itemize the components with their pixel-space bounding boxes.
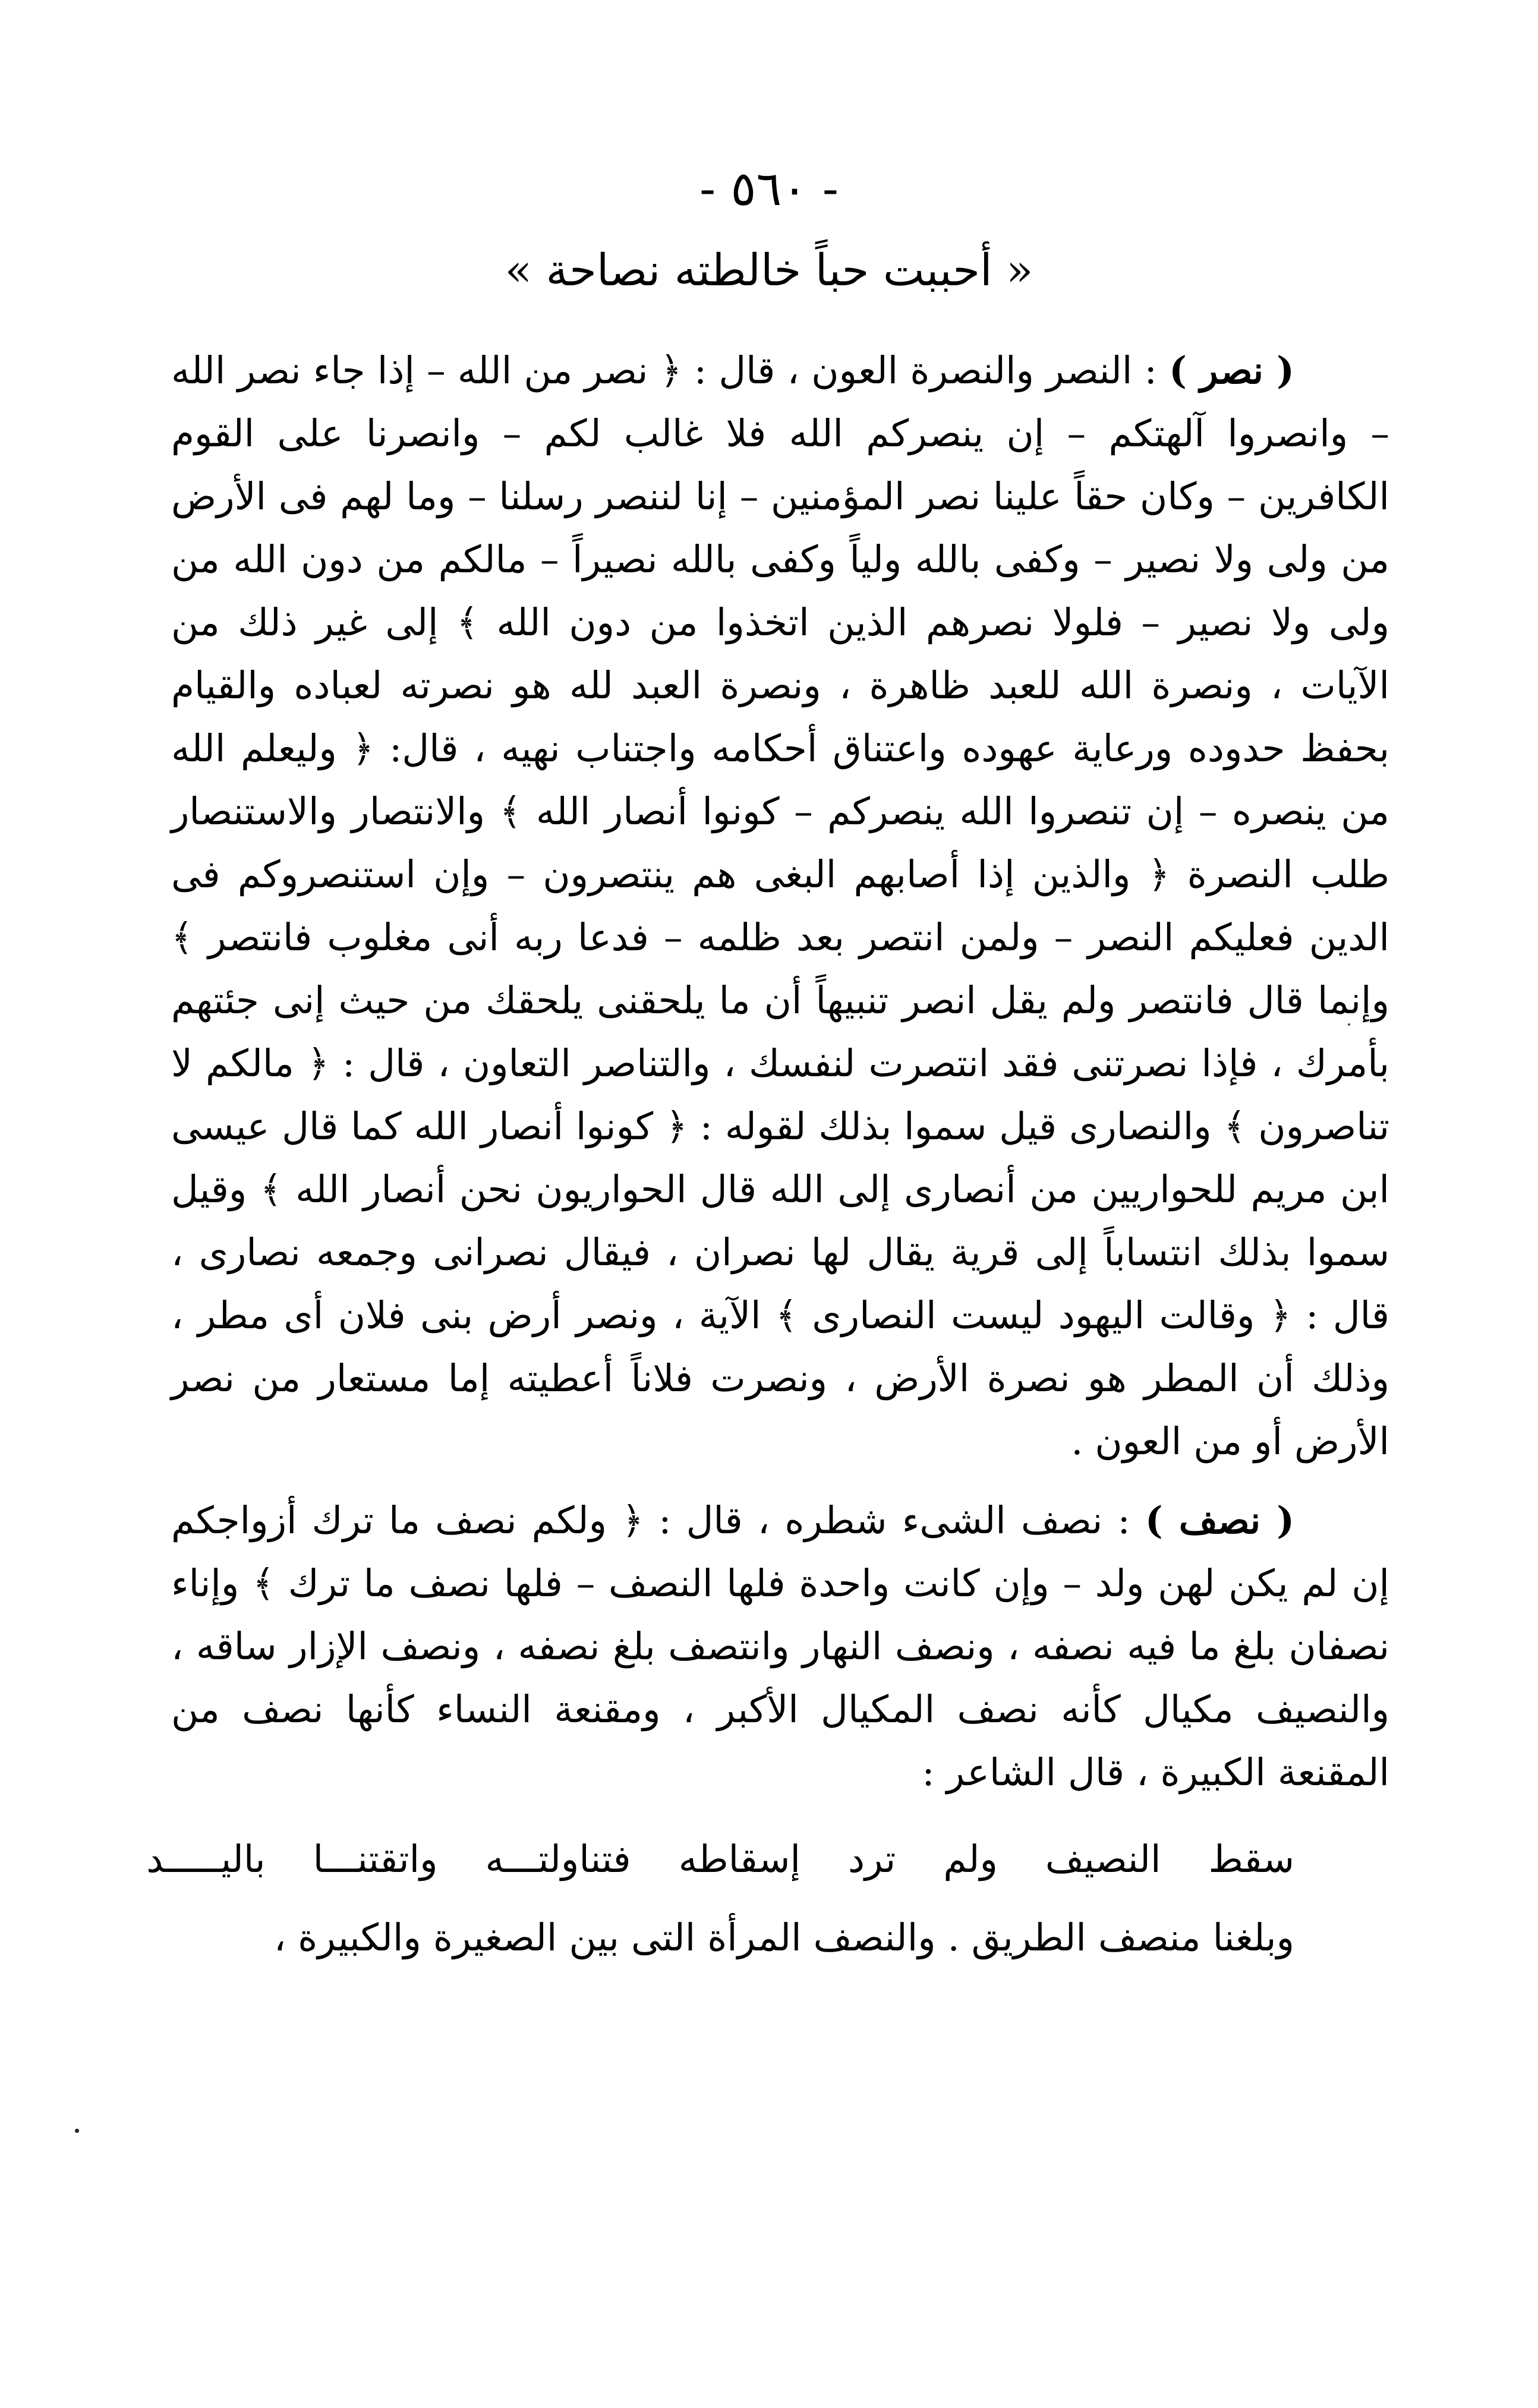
scan-speck [75, 2129, 79, 2133]
verse-first-hemistich: سقط النصيف ولم ترد إسقاطه [678, 1837, 1294, 1881]
entry-body: : النصر والنصرة العون ، قال : ﴿ نصر من الله – إذا جاء نصر الله – وانصروا آلهتكم – إن ينصركم الله فلا غالب لكم – وانصرنا على القوم الكافرين – وكان حقاً علينا نصر المؤمنين – إنا لننصر رسلنا – وما لهم فى الأرض من ولى ولا نصير – وكفى بالله ولياً وكفى بالله نصيراً – مالكم من دون الله من ولى ولا نصير – فلولا نصرهم الذين اتخذوا من دون الله ﴾ إلى غير ذلك من الآيات ، ونصرة الله للعبد ظاهرة ، ونصرة العبد لله هو نصرته لعباده والقيام بحفظ حدوده ورعاية عهوده واعتناق أحكامه واجتناب نهيه ، قال: ﴿ وليعلم الله من ينصره – إن تنصروا الله ينصركم – كونوا أنصار الله ﴾ والانتصار والاستنصار طلب النصرة ﴿ والذين إذا أصابهم البغى هم ينتصرون – وإن استنصروكم فى الدين فعليكم النصر – ولمن انتصر بعد ظلمه – فدعا ربه أنى مغلوب فانتصر ﴾ وإنما قال فانتصر ولم يقل انصر تنبيهاً أن ما يلحقنى يلحقك من حيث إنى جئتهم بأمرك ، فإذا نصرتنى فقد انتصرت لنفسك ، والتناصر التعاون ، قال : ﴿ مالكم لا تناصرون ﴾ والنصارى قيل سموا بذلك لقوله : ﴿ كونوا أنصار الله كما قال عيسى ابن مريم للحواريين من أنصارى إلى الله قال الحواريون نحن أنصار الله ﴾ وقيل سموا بذلك انتساباً إلى قرية يقال لها نصران ، فيقال نصرانى وجمعه نصارى ، قال : ﴿ وقالت اليهود ليست النصارى ﴾ الآية ، ونصر أرض بنى فلان أى مطر ، وذلك أن المطر هو نصرة الأرض ، ونصرت فلاناً أعطيته إما مستعار من نصر الأرض أو من العون . [171, 349, 1389, 1463]
continuation-line: وبلغنا منصف الطريق . والنصف المرأة التى بين الصغيرة والكبيرة ، [273, 1916, 1294, 1959]
page-number: - ٥٦٠ - [699, 161, 839, 216]
entry-nasr [171, 339, 1389, 1473]
entry-body: : نصف الشىء شطره ، قال : ﴿ ولكم نصف ما ترك أزواجكم إن لم يكن لهن ولد – وإن كانت واحدة فلها النصف – فلها نصف ما ترك ﴾ وإناء نصفان بلغ ما فيه نصفه ، ونصف النهار وانتصف بلغ نصفه ، ونصف الإزار ساقه ، والنصيف مكيال كأنه نصف المكيال الأكبر ، ومقنعة النساء كأنها نصف من المقنعة الكبيرة ، قال الشاعر : [171, 1499, 1389, 1794]
entry-headword: ( نصف ) [1145, 1498, 1294, 1542]
entry-nisf [171, 1489, 1389, 1804]
poetry-verse [146, 1828, 1389, 1891]
heading-quote: « أحببت حباً خالطته نصاحة » [505, 245, 1033, 296]
scan-speck [1348, 1023, 1350, 1026]
entry-headword: ( نصر ) [1169, 348, 1294, 392]
verse-second-hemistich: فتناولتـــه واتقتنـــا باليـــــد [146, 1837, 631, 1881]
dictionary-entries [146, 339, 1389, 1969]
